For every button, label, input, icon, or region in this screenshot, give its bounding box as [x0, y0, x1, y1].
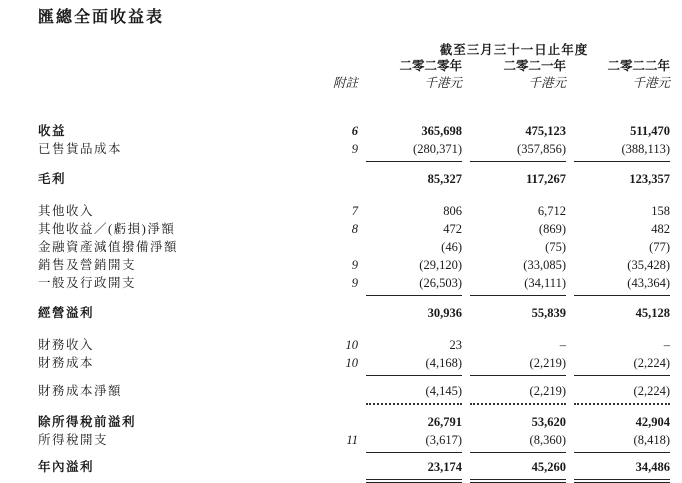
table-row-net-finance-costs: [38, 382, 670, 405]
row-value-2022: 45,128: [635, 306, 670, 320]
row-note: 10: [345, 356, 358, 370]
row-value-2021: (357,856): [470, 140, 566, 162]
table-row-finance-income: [38, 336, 670, 354]
row-value-2021: (75): [545, 240, 566, 254]
row-value-2022: (2,224): [574, 382, 670, 405]
table-row-income-tax-expense: [38, 431, 670, 453]
row-label: 銷售及營銷開支: [38, 258, 137, 272]
row-value-2021: (2,219): [470, 382, 566, 405]
row-label: 經營溢利: [38, 306, 95, 320]
table-row-general-admin-expenses: [38, 274, 670, 296]
row-value-2021: 117,267: [526, 172, 566, 186]
row-note: 6: [351, 124, 358, 138]
row-value-2020: (3,617): [366, 431, 462, 453]
table-row-financial-asset-impairment: [38, 238, 670, 256]
row-value-2022: 34,486: [574, 458, 670, 483]
row-value-2020: 806: [443, 204, 462, 218]
row-value-2022: (2,224): [574, 354, 670, 376]
row-value-2020: 365,698: [421, 124, 462, 138]
row-label: 收益: [38, 124, 67, 138]
row-label: 一般及行政開支: [38, 276, 137, 290]
row-note: 7: [351, 204, 358, 218]
row-value-2021: (8,360): [470, 431, 566, 453]
row-value-2022: 123,357: [629, 172, 670, 186]
row-value-2022: –: [663, 338, 670, 352]
row-label: 毛利: [38, 172, 67, 186]
table-row-other-gains-losses-net: [38, 220, 670, 238]
table-row-finance-costs: [38, 354, 670, 376]
row-note: 9: [351, 142, 358, 156]
period-header: 截至三月三十一日止年度: [439, 43, 589, 57]
row-value-2021: (33,085): [523, 258, 566, 272]
row-note: 10: [345, 338, 358, 352]
row-value-2020: 472: [443, 222, 462, 236]
row-value-2020: 85,327: [427, 172, 462, 186]
row-label: 所得稅開支: [38, 433, 109, 447]
row-value-2020: 23: [449, 338, 462, 352]
row-label: 財務成本: [38, 356, 95, 370]
row-value-2021: (34,111): [470, 274, 566, 296]
table-row-revenue: [38, 122, 670, 140]
income-statement-table: [38, 42, 670, 483]
column-header-unit-2022: 千港元: [632, 76, 670, 90]
table-row-profit-before-tax: [38, 413, 670, 431]
row-value-2022: 511,470: [630, 124, 670, 138]
row-value-2020: (26,503): [366, 274, 462, 296]
row-value-2022: (388,113): [574, 140, 670, 162]
row-value-2020: (46): [441, 240, 462, 254]
row-note: 9: [351, 276, 358, 290]
row-label: 其他收益／(虧損)淨額: [38, 222, 176, 236]
row-value-2020: (4,145): [366, 382, 462, 405]
row-value-2022: (43,364): [574, 274, 670, 296]
row-value-2020: 26,791: [427, 415, 462, 429]
table-header-years-row: [38, 58, 670, 75]
row-value-2021: (869): [538, 222, 566, 236]
row-label: 已售貨品成本: [38, 142, 123, 156]
row-value-2022: 42,904: [635, 415, 670, 429]
row-label: 財務收入: [38, 338, 95, 352]
column-header-year-2022: 二零二二年: [607, 59, 670, 73]
row-value-2021: (2,219): [470, 354, 566, 376]
row-value-2020: 23,174: [366, 458, 462, 483]
column-header-unit-2020: 千港元: [424, 76, 462, 90]
row-value-2020: (4,168): [366, 354, 462, 376]
row-value-2022: 482: [651, 222, 670, 236]
table-row-selling-marketing-expenses: [38, 256, 670, 274]
table-row-gross-profit: [38, 170, 670, 188]
table-header-period-row: [38, 42, 670, 58]
column-header-unit-2021: 千港元: [528, 76, 566, 90]
row-value-2021: 53,620: [531, 415, 566, 429]
row-value-2021: 6,712: [537, 204, 566, 218]
row-note: 9: [351, 258, 358, 272]
row-note: 11: [346, 433, 358, 447]
row-value-2020: 30,936: [427, 306, 462, 320]
page-title: 匯總全面收益表: [38, 9, 165, 26]
column-header-year-2021: 二零二一年: [503, 59, 566, 73]
row-value-2022: (77): [649, 240, 670, 254]
row-label: 年內溢利: [38, 460, 95, 474]
row-value-2022: (35,428): [627, 258, 670, 272]
row-value-2020: (29,120): [419, 258, 462, 272]
row-label: 其他收入: [38, 204, 95, 218]
table-row-operating-profit: [38, 304, 670, 322]
table-row-other-income: [38, 202, 670, 220]
row-value-2021: 45,260: [470, 458, 566, 483]
table-header-units-row: [38, 75, 670, 92]
row-label: 財務成本淨額: [38, 384, 123, 398]
row-value-2022: 158: [651, 204, 670, 218]
row-value-2021: 55,839: [531, 306, 566, 320]
row-label: 金融資產減值撥備淨額: [38, 240, 179, 254]
row-label: 除所得稅前溢利: [38, 415, 137, 429]
row-value-2021: 475,123: [525, 124, 566, 138]
table-row-cost-of-goods-sold: [38, 140, 670, 162]
row-value-2021: –: [559, 338, 566, 352]
row-value-2022: (8,418): [574, 431, 670, 453]
row-value-2020: (280,371): [366, 140, 462, 162]
column-header-year-2020: 二零二零年: [399, 59, 462, 73]
column-header-note: 附註: [332, 76, 358, 90]
row-note: 8: [351, 222, 358, 236]
